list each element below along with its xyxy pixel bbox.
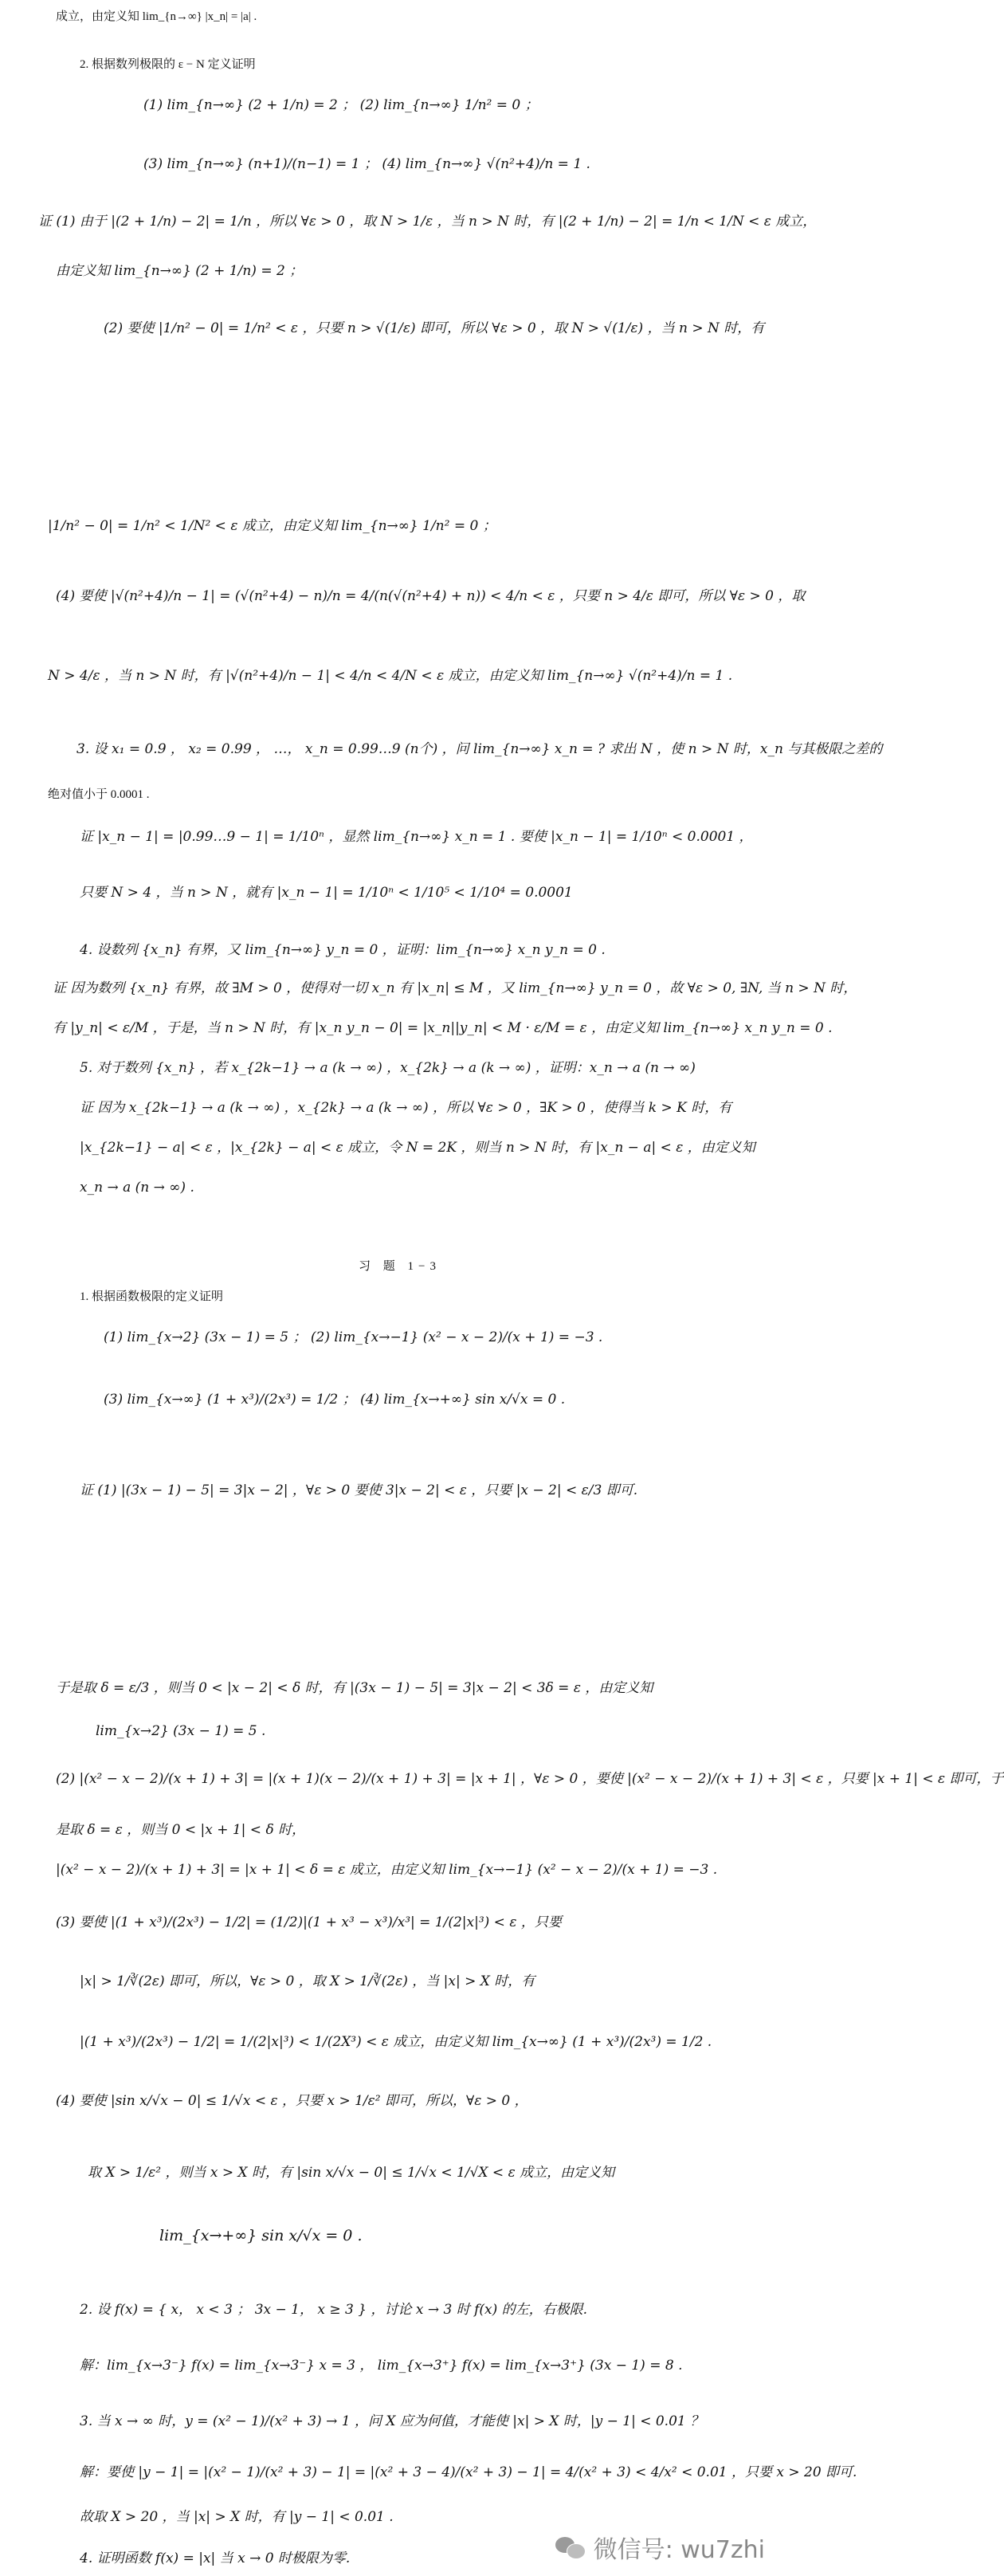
exercise-item-4: 4. 证明函数 f(x) = |x| 当 x → 0 时极限为零.: [80, 2550, 351, 2566]
text-line: 绝对值小于 0.0001 .: [48, 788, 150, 801]
formula-line: (3) lim_{x→∞} (1 + x³)/(2x³) = 1/2 ； (4) lim_{x→+∞} sin x/√x = 0 .: [104, 1392, 566, 1408]
exercise-item-5: 5. 对于数列 {x_n} ，若 x_{2k−1} → a (k → ∞) ，x_{2k} → a (k → ∞) ，证明：x_n → a (n → ∞): [80, 1060, 696, 1076]
formula-line: (1) lim_{x→2} (3x − 1) = 5 ； (2) lim_{x→−1} (x² − x − 2)/(x + 1) = −3 .: [104, 1329, 603, 1345]
solution-line: 解：lim_{x→3⁻} f(x) = lim_{x→3⁻} x = 3 ， lim_{x→3⁺} f(x) = lim_{x→3⁺} (3x − 1) = 8 .: [80, 2358, 683, 2374]
proof-line: N > 4/ε ，当 n > N 时，有 |√(n²+4)/n − 1| < 4/n < 4/N < ε 成立，由定义知 lim_{n→∞} √(n²+4)/n = 1 .: [48, 668, 733, 684]
proof-line: |x_{2k−1} − a| < ε ，|x_{2k} − a| < ε 成立，令 N = 2K ，则当 n > N 时，有 |x_n − a| < ε ，由定义知: [80, 1140, 755, 1156]
solution-line: 故取 X > 20 ，当 |x| > X 时，有 |y − 1| < 0.01 .: [80, 2509, 394, 2525]
proof-line: 取 X > 1/ε² ，则当 x > X 时，有 |sin x/√x − 0| ≤ 1/√x < 1/√X < ε 成立，由定义知: [88, 2165, 615, 2181]
wechat-logo-icon: [555, 2535, 586, 2559]
proof-line: 于是取 δ = ε/3 ，则当 0 < |x − 2| < δ 时，有 |(3x − 1) − 5| = 3|x − 2| < 3δ = ε ，由定义知: [56, 1680, 653, 1696]
exercise-item-2-heading: 2. 根据数列极限的 ε − N 定义证明: [80, 58, 256, 71]
exercise-item-1-heading: 1. 根据函数极限的定义证明: [80, 1290, 224, 1303]
proof-line: lim_{x→+∞} sin x/√x = 0 .: [159, 2227, 363, 2244]
proof-line: |(x² − x − 2)/(x + 1) + 3| = |x + 1| < δ = ε 成立，由定义知 lim_{x→−1} (x² − x − 2)/(x + 1) = −3 .: [56, 1862, 718, 1878]
wechat-watermark: [555, 2530, 765, 2565]
formula-line: (1) lim_{n→∞} (2 + 1/n) = 2 ； (2) lim_{n→∞} 1/n² = 0 ；: [143, 97, 539, 113]
proof-line: (4) 要使 |√(n²+4)/n − 1| = (√(n²+4) − n)/n = 4/(n(√(n²+4) + n)) < 4/n < ε ，只要 n > 4/ε 即可，所以 ∀ε > 0 ，取: [56, 588, 806, 604]
exercise-item-4: 4. 设数列 {x_n} 有界，又 lim_{n→∞} y_n = 0 ，证明：lim_{n→∞} x_n y_n = 0 .: [80, 942, 606, 958]
exercise-item-3: 3. 设 x₁ = 0.9 ， x₂ = 0.99 ， …， x_n = 0.99…9 (n个) ，问 lim_{n→∞} x_n = ? 求出 N ，使 n > N 时，x_n 与其极限之差的: [76, 741, 883, 757]
proof-line: |1/n² − 0| = 1/n² < 1/N² < ε 成立，由定义知 lim_{n→∞} 1/n² = 0 ；: [48, 518, 496, 534]
proof-line: 由定义知 lim_{n→∞} (2 + 1/n) = 2 ；: [56, 263, 304, 279]
section-title: 习 题 1−3: [359, 1260, 441, 1273]
proof-line: 有 |y_n| < ε/M ，于是，当 n > N 时，有 |x_n y_n − 0| = |x_n||y_n| < M · ε/M = ε ，由定义知 lim_{n→∞} x_n y_n = 0 .: [53, 1020, 833, 1036]
proof-line: (4) 要使 |sin x/√x − 0| ≤ 1/√x < ε ，只要 x > 1/ε² 即可，所以，∀ε > 0 ，: [56, 2093, 528, 2109]
proof-line: |(1 + x³)/(2x³) − 1/2| = 1/(2|x|³) < 1/(2X³) < ε 成立，由定义知 lim_{x→∞} (1 + x³)/(2x³) = 1/2 .: [80, 2034, 712, 2050]
proof-line: 是取 δ = ε ，则当 0 < |x + 1| < δ 时，: [56, 1822, 306, 1838]
solution-line: 解：要使 |y − 1| = |(x² − 1)/(x² + 3) − 1| = |(x² + 3 − 4)/(x² + 3) − 1| = 4/(x² + 3) < 4/x² < 0.01 ，只要 x > 20 即可.: [80, 2464, 857, 2480]
proof-line: 证 |x_n − 1| = |0.99…9 − 1| = 1/10ⁿ ，显然 lim_{n→∞} x_n = 1 . 要使 |x_n − 1| = 1/10ⁿ < 0.0001 ，: [80, 829, 753, 845]
proof-line: (2) |(x² − x − 2)/(x + 1) + 3| = |(x + 1)(x − 2)/(x + 1) + 3| = |x + 1| ，∀ε > 0 ，要使 |(x² − x − 2)/(x + 1) + 3| < ε ，只要 |x + 1| < ε 即可，于: [56, 1771, 1004, 1787]
proof-line: lim_{x→2} (3x − 1) = 5 .: [96, 1723, 266, 1739]
text-line: 成立，由定义知 lim_{n→∞} |x_n| = |a| .: [56, 10, 257, 23]
proof-line: (3) 要使 |(1 + x³)/(2x³) − 1/2| = (1/2)|(1 + x³ − x³)/x³| = 1/(2|x|³) < ε ，只要: [56, 1914, 562, 1930]
exercise-item-3: 3. 当 x → ∞ 时，y = (x² − 1)/(x² + 3) → 1 ，问 X 应为何值，才能使 |x| > X 时，|y − 1| < 0.01 ？: [80, 2413, 704, 2429]
proof-line: |x| > 1/∛(2ε) 即可，所以，∀ε > 0 ，取 X > 1/∛(2ε) ，当 |x| > X 时，有: [80, 1973, 535, 1989]
watermark-text: 微信号: wu7zhi: [593, 2536, 765, 2564]
proof-line: 证 (1) |(3x − 1) − 5| = 3|x − 2| ，∀ε > 0 要使 3|x − 2| < ε ，只要 |x − 2| < ε/3 即可.: [80, 1482, 638, 1498]
proof-line: 证 (1) 由于 |(2 + 1/n) − 2| = 1/n ，所以 ∀ε > 0 ，取 N > 1/ε ，当 n > N 时，有 |(2 + 1/n) − 2| = 1/n < 1/N < ε 成立，: [38, 214, 817, 230]
proof-line: (2) 要使 |1/n² − 0| = 1/n² < ε ，只要 n > √(1/ε) 即可，所以 ∀ε > 0 ，取 N > √(1/ε) ，当 n > N 时，有: [104, 320, 765, 336]
proof-line: 证 因为数列 {x_n} 有界，故 ∃M > 0 ，使得对一切 x_n 有 |x_n| ≤ M ，又 lim_{n→∞} y_n = 0 ，故 ∀ε > 0, ∃N, 当 n > N 时，: [53, 980, 857, 996]
proof-line: x_n → a (n → ∞) .: [80, 1180, 194, 1196]
proof-line: 只要 N > 4 ，当 n > N ，就有 |x_n − 1| = 1/10ⁿ < 1/10⁵ < 1/10⁴ = 0.0001: [80, 885, 573, 901]
proof-line: 证 因为 x_{2k−1} → a (k → ∞) ，x_{2k} → a (k → ∞) ，所以 ∀ε > 0 ，∃K > 0 ，使得当 k > K 时，有: [80, 1100, 732, 1116]
formula-line: (3) lim_{n→∞} (n+1)/(n−1) = 1 ； (4) lim_{n→∞} √(n²+4)/n = 1 .: [143, 156, 590, 172]
exercise-item-2: 2. 设 f(x) = { x， x < 3 ； 3x − 1， x ≥ 3 } ，讨论 x → 3 时 f(x) 的左，右极限.: [80, 2302, 588, 2318]
